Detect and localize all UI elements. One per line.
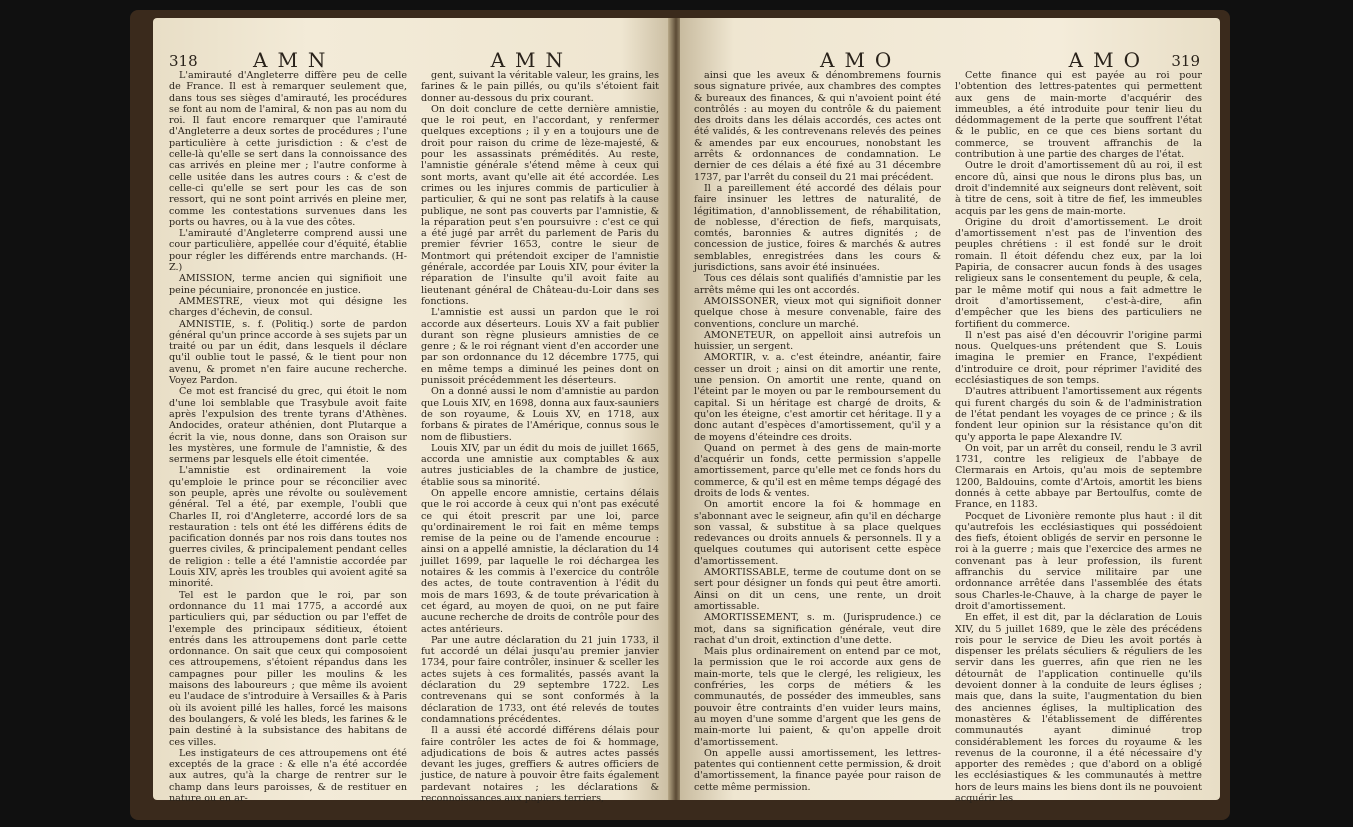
paragraph: AMONETEUR, on appelloit ainsi autrefois un huissier, un sergent.: [694, 329, 941, 353]
right-columns: [694, 70, 1202, 804]
right-column-2: [955, 70, 1202, 804]
left-header-left: AMN: [253, 48, 336, 72]
right-page-number: 319: [1171, 52, 1200, 70]
paragraph: On appelle aussi amortissement, les lettres-patentes qui contiennent cette permission, & droit d'amortissement, la finance payée pour raison de cette même permission.: [694, 747, 941, 793]
paragraph: AMORTISSABLE, terme de coutume dont on se sert pour désigner un fonds qui peut être amorti. Ainsi on dit un cens, une rente, un droit amortissable.: [694, 567, 941, 612]
paragraph: Il n'est pas aisé d'en découvrir l'origine parmi nous. Quelques-uns prétendent que S. Louis imagina le premier en France, l'expédient d'introduire ce droit, pour réprimer l'avidité des ecclésiastiques de son temps.: [955, 329, 1202, 387]
right-running-head: [680, 48, 1220, 74]
paragraph: L'amirauté d'Angleterre diffère peu de celle de France. Il est à remarquer seulement que, dans tous ses sièges d'amirauté, les procédures se font au nom de l'amiral, & non pas au nom du roi. Il faut encore remarquer que l'amirauté d'Angleterre a deux sortes de procédures ; l'une particulière à cette jurisdiction : & c'est de celle-là qu'elle se sert dans la connoissance des cas arrivés en pleine mer ; l'autre conforme à celle usitée dans les autres cours : & c'est de celle-ci qu'elle se sert pour les cas de son ressort, qui ne sont point arrivés en pleine mer, comme les contestations survenues dans les ports ou havres, ou à la vue des côtes.: [169, 70, 407, 228]
paragraph: On voit, par un arrêt du conseil, rendu le 3 avril 1731, contre les religieux de l'abbaye de Clermarais en Artois, qu'au mois de septembre 1200, Baldouins, comte d'Artois, amortit les biens donnés à cette abbaye par Bertoulfus, comte de France, en 1183.: [955, 442, 1202, 511]
paragraph: AMOISSONER, vieux mot qui signifioit donner quelque chose à mesure convenable, faire des conventions, conclure un marché.: [694, 295, 941, 330]
left-header-right: AMN: [490, 48, 573, 72]
paragraph: Quand on permet à des gens de main-morte d'acquérir un fonds, cette permission s'appelle amortissement, parce qu'elle met ce fonds hors du commerce, & qu'il est en même temps dégagé des droits de lods & ventes.: [694, 442, 941, 499]
paragraph: L'amirauté d'Angleterre comprend aussi une cour particulière, appellée cour d'équité, établie pour régler les différends entre marchands. (H-Z.): [169, 228, 407, 274]
paragraph: Il a aussi été accordé différens délais pour faire contrôler les actes de foi & hommage, adjudications de bois & autres actes passés devant les juges, greffiers & autres officiers de justice, de nature à pouvoir être faits également pardevant notaires ; les déclarations & reconnoissances aux papiers terriers,: [421, 725, 659, 804]
left-page-number: 318: [169, 52, 198, 70]
paragraph: AMNISTIE, s. f. (Politiq.) sorte de pardon général qu'un prince accorde à ses sujets par un traité ou par un édit, dans lesquels il déclare qu'il oublie tout le passé, & le tient pour non avenu, & promet n'en faire aucune recherche. Voyez Pardon.: [169, 318, 407, 387]
paragraph: On doit conclure de cette dernière amnistie, que le roi peut, en l'accordant, y renfermer quelques exceptions ; il y en a toujours une de droit pour raison du crime de lèze-majesté, & pour les assassinats prémédités. Au reste, l'amnistie générale s'étend même à ceux qui sont morts, avant qu'elle ait été accordée. Les crimes ou les injures commis de particulier à particulier, & qui ne sont pas relatifs à la cause publique, ne sont pas couverts par l'amnistie, & la réparation peut s'en poursuivre : c'est ce qui a été jugé par arrêt du parlement de Paris du premier février 1653, contre le sieur de Montmort qui prétendoit exciper de l'amnistie générale, accordée par Louis XIV, pour éviter la réparation de l'insulte qu'il avoit faite au lieutenant général de Château-du-Loir dans ses fonctions.: [421, 103, 659, 307]
left-column-2: [421, 70, 659, 804]
paragraph: Origine du droit d'amortissement. Le droit d'amortissement n'est pas de l'invention des peuples chrétiens : il est fondé sur le droit romain. Il étoit défendu chez eux, par la loi Papiria, de consacrer aucun fonds à des usages religieux sans le consentement du peuple, & cela, par le même motif qui nous a fait admettre le droit d'amortissement, c'est-à-dire, afin d'empêcher que les biens des particuliers ne fortifient du commerce.: [955, 216, 1202, 330]
paragraph: On amortit encore la foi & hommage en s'abonnant avec le seigneur, afin qu'il en décharge son vassal, & substitue à sa place quelques redevances ou droits annuels & personnels. Il y a quelques coutumes qui autorisent cette espèce d'amortissement.: [694, 499, 941, 567]
paragraph: Il a pareillement été accordé des délais pour faire insinuer les lettres de naturalité, de légitimation, d'annoblissement, de réhabilitation, de noblesse, d'érection de fiefs, marquisats, comtés, baronnies & autres dignités ; de concession de justice, foires & marchés & autres semblables, enregistrées dans les cours & jurisdictions, sans avoir été insinuées.: [694, 182, 941, 274]
left-running-head: [153, 48, 673, 74]
paragraph: Pocquet de Livonière remonte plus haut : il dit qu'autrefois les ecclésiastiques qui possédoient des fiefs, étoient obligés de servir en personne le roi à la guerre ; mais que l'exercice des armes ne convenant pas à leur profession, ils furent affranchis du service militaire par une ordonnance arrêtée dans l'assemblée des états sous Charles-le-Chauve, à la charge de payer le droit d'amortissement.: [955, 510, 1202, 612]
paragraph: AMMESTRE, vieux mot qui désigne les charges d'échevin, de consul.: [169, 295, 407, 319]
paragraph: Louis XIV, par un édit du mois de juillet 1665, accorda une amnistie aux comptables & aux autres justiciables de la chambre de justice, établie sous sa minorité.: [421, 442, 659, 488]
paragraph: Mais plus ordinairement on entend par ce mot, la permission que le roi accorde aux gens de main-morte, tels que le clergé, les religieux, les confréries, les corps de métiers & les communautés, de posséder des immeubles, sans pouvoir être contraints d'en vuider leurs mains, au moyen d'une somme d'argent que les gens de main-morte lui paient, & qu'on appelle droit d'amortissement.: [694, 646, 941, 748]
left-page: [153, 18, 673, 804]
paragraph: Ce mot est francisé du grec, qui étoit le nom d'une loi semblable que Trasybule avoit faite après l'expulsion des trente tyrans d'Athènes. Andocides, orateur athénien, dont Plutarque a écrit la vie, nous donne, dans son Oraison sur les mystères, une formule de l'amnistie, & des sermens par lesquels elle étoit cimentée.: [169, 386, 407, 466]
paragraph: On a donné aussi le nom d'amnistie au pardon que Louis XIV, en 1698, donna aux faux-sauniers de son royaume, & Louis XV, en 1718, aux forbans & pirates de l'Amérique, connus sous le nom de flibustiers.: [421, 386, 659, 443]
paragraph: gent, suivant la véritable valeur, les grains, les farines & le pain pillés, ou qu'ils s'étoient fait donner au-dessous du prix courant.: [421, 70, 659, 104]
paragraph: Par une autre déclaration du 21 juin 1733, il fut accordé un délai jusqu'au premier janvier 1734, pour faire contrôler, insinuer & sceller les actes sujets à ces formalités, passés avant la déclaration du 29 septembre 1722. Les contrevenans qui se sont conformés à la déclaration de 1733, ont été relevés de toutes condamnations précédentes.: [421, 634, 659, 725]
right-header-right: AMO: [1068, 48, 1150, 72]
paragraph: L'amnistie est ordinairement la voie qu'emploie le prince pour se réconcilier avec son peuple, après une révolte ou soulèvement général. Tel a été, par exemple, l'oubli que Charles II, roi d'Angleterre, accordé lors de sa restauration : tels ont été les différens édits de pacification donnés par nos rois dans toutes nos guerres civiles, & principalement pendant celles de religion : telle a été l'amnistie accordée par Louis XIV, après les troubles qui avoient agité sa minorité.: [169, 465, 407, 590]
paragraph: Outre le droit d'amortissement dû au roi, il est encore dû, ainsi que nous le dirons plus bas, un droit d'indemnité aux seigneurs dont relèvent, soit à titre de cens, soit à titre de fief, les immeubles acquis par les gens de main-morte.: [955, 160, 1202, 217]
paragraph: AMISSION, terme ancien qui signifioit une peine pécuniaire, prononcée en justice.: [169, 273, 407, 296]
paragraph: Les instigateurs de ces attroupemens ont été exceptés de la grace : & elle n'a été accordée aux autres, qu'à la charge de rentrer sur le champ dans leurs paroisses, & de restituer en nature ou en ar-: [169, 747, 407, 804]
paragraph: On appelle encore amnistie, certains délais que le roi accorde à ceux qui n'ont pas exécuté ce qui étoit prescrit par une loi, parce qu'ordinairement le roi fait en même temps remise de la peine ou de l'amende encourue : ainsi on a appellé amnistie, la déclaration du 14 juillet 1699, par laquelle le roi déchargea les notaires & les commis à l'exercice du contrôle des actes, de toute contravention à l'édit du mois de mars 1693, & de toute prévarication à cet égard, au moyen de quoi, on ne put faire aucune recherche de droits de contrôle pour des actes antérieurs.: [421, 487, 659, 635]
paragraph: En effet, il est dit, par la déclaration de Louis XIV, du 5 juillet 1689, que le zèle des précédens rois pour le service de Dieu les avoit portés à dispenser les prélats séculiers & réguliers de les servir dans les guerres, afin que rien ne les détournât de l'application continuelle qu'ils devoient donner à la conduite de leurs églises ; mais que, dans la suite, l'augmentation du bien des anciennes églises, la multiplication des monastères & l'établissement de différentes communautés ayant diminué trop considérablement les forces du royaume & les revenus de la couronne, il a été nécessaire d'y apporter des remèdes ; que d'abord on a obligé les ecclésiastiques & les communautés à mettre hors de leurs mains les biens dont ils ne pouvoient acquérir les: [955, 612, 1202, 804]
left-column-1: [169, 70, 407, 804]
paragraph: D'autres attribuent l'amortissement aux régents qui furent chargés du soin & de l'administration de l'état pendant les voyages de ce prince ; & ils fondent leur opinion sur la résistance qu'on dit qu'y apporta le pape Alexandre IV.: [955, 386, 1202, 443]
paragraph: ainsi que les aveux & dénombremens fournis sous signature privée, aux chambres des comptes & bureaux des finances, & qui n'avoient point été contrôlés : au moyen du contrôle & du paiement des droits dans les délais accordés, ces actes ont été validés, & les contrevenans relevés des peines & amendes par eux encourues, nonobstant les arrêts & ordonnances de condamnation. Le dernier de ces délais a été fixé au 31 décembre 1737, par l'arrêt du conseil du 21 mai précédent.: [694, 70, 941, 183]
right-page: [680, 18, 1220, 804]
left-columns: [169, 70, 659, 804]
right-header-left: AMO: [820, 48, 902, 72]
paragraph: L'amnistie est aussi un pardon que le roi accorde aux déserteurs. Louis XV a fait publier durant son règne plusieurs amnisties de ce genre ; & le roi régnant vient d'en accorder une par son ordonnance du 12 décembre 1775, qui en même temps a diminué les peines dont on punissoit précédemment les déserteurs.: [421, 307, 659, 387]
paragraph: Tous ces délais sont qualifiés d'amnistie par les arrêts même qui les ont accordés.: [694, 273, 941, 296]
right-column-1: [694, 70, 941, 793]
paragraph: AMORTISSEMENT, s. m. (Jurisprudence.) ce mot, dans sa signification générale, veut dire rachat d'un droit, extinction d'une dette.: [694, 612, 941, 646]
paragraph: Cette finance qui est payée au roi pour l'obtention des lettres-patentes qui permettent aux gens de main-morte d'acquérir des immeubles, a été introduite pour tenir lieu du dédommagement de la perte que souffrent l'état & le public, en ce que ces biens sortant du commerce, se trouvent affranchis de la contribution à une partie des charges de l'état.: [955, 70, 1202, 161]
paragraph: Tel est le pardon que le roi, par son ordonnance du 11 mai 1775, a accordé aux particuliers qui, par séduction ou par l'effet de l'exemple des principaux séditieux, étoient entrés dans les attroupemens dont parle cette ordonnance. On sait que ceux qui composoient ces attroupemens, s'étoient répandus dans les campagnes pour piller les moulins & les maisons des laboureurs ; que même ils avoient eu l'audace de s'introduire à Versailles & à Paris où ils avoient pillé les halles, forcé les maisons des boulangers, & volé les bleds, les farines & le pain destiné à la subsistance des habitans de ces villes.: [169, 589, 407, 748]
paragraph: AMORTIR, v. a. c'est éteindre, anéantir, faire cesser un droit ; ainsi on dit amortir une rente, une pension. On amortit une rente, quand on l'éteint par le moyen ou par le remboursement du capital. Si un héritage est chargé de droits, & qu'on les éteigne, c'est amortir cet héritage. Il y a donc autant d'espèces d'amortissement, qu'il y a de moyens d'éteindre ces droits.: [694, 352, 941, 443]
